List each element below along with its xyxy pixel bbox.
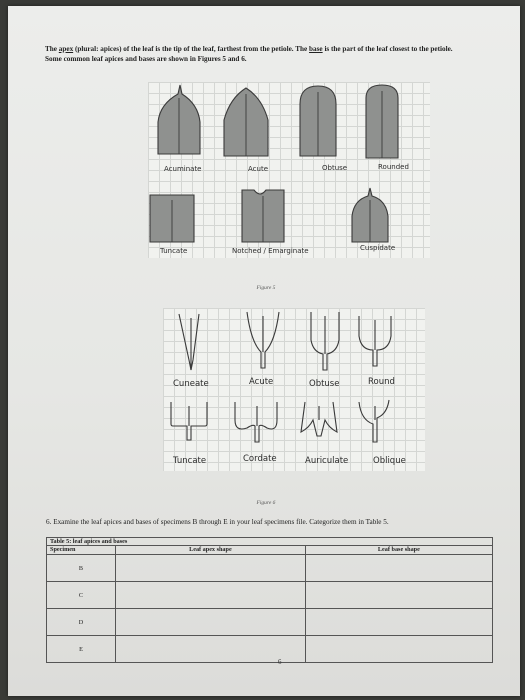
base-cell[interactable] [305, 636, 492, 663]
term-base: base [309, 45, 323, 53]
intro-line-2: Some common leaf apices and bases are shown in Figures 5 and 6. [45, 55, 247, 63]
intro-text: The apex (plural: apices) of the leaf is the tip of the leaf, farthest from the petiole. The base is the part of the leaf closest to the petiole. Some common leaf apices and bases are shown in Figures 5 and 6. [45, 45, 453, 63]
apex-cell[interactable] [116, 555, 306, 582]
base-cell[interactable] [305, 609, 492, 636]
specimen-label: C [47, 582, 116, 609]
term-apex: apex [58, 45, 74, 53]
label-cordate: Cordate [243, 454, 277, 464]
label-notched-emarginate: Notched / Emarginate [232, 247, 309, 255]
table-row [47, 582, 493, 609]
label-obtuse-base: Obtuse [309, 379, 340, 389]
apex-cell[interactable] [116, 609, 306, 636]
header-specimen: Specimen [47, 546, 116, 555]
label-round: Round [368, 377, 395, 387]
worksheet-page [8, 6, 520, 696]
specimen-label: D [47, 609, 116, 636]
specimen-label: B [47, 555, 116, 582]
table-5 [46, 537, 493, 663]
label-obtuse: Obtuse [322, 164, 348, 172]
figure-6-caption: Figure 6 [256, 500, 276, 506]
table-caption: Table 5: leaf apices and bases [47, 538, 493, 546]
specimen-label: E [47, 636, 116, 663]
question-6: 6. Examine the leaf apices and bases of specimens B through E in your leaf specimens file. Categorize them in Table 5. [46, 518, 389, 526]
label-oblique: Oblique [373, 456, 406, 466]
figure-6-drawings [163, 308, 425, 471]
label-auriculate: Auriculate [305, 456, 349, 466]
base-cordate [235, 402, 277, 442]
base-cuneate [179, 314, 199, 370]
apex-cell[interactable] [116, 636, 306, 663]
table-row [47, 555, 493, 582]
header-leaf-apex-shape: Leaf apex shape [116, 546, 306, 555]
header-leaf-base-shape: Leaf base shape [305, 546, 492, 555]
table-row [47, 609, 493, 636]
label-acute-base: Acute [249, 377, 274, 387]
label-acuminate: Acuminate [164, 165, 202, 173]
label-cuneate: Cuneate [173, 379, 209, 389]
figure-6-panel [163, 308, 425, 471]
label-cuspidate: Cuspidate [360, 244, 396, 252]
figure-5-panel [148, 82, 430, 258]
apex-cell[interactable] [116, 582, 306, 609]
page-number: 6 [278, 658, 282, 666]
label-rounded: Rounded [378, 163, 409, 171]
figure-5-caption: Figure 5 [256, 285, 276, 291]
table-row [47, 636, 493, 663]
base-cell[interactable] [305, 582, 492, 609]
label-tuncate: Tuncate [160, 247, 188, 255]
label-acute: Acute [248, 165, 269, 173]
base-oblique [359, 400, 389, 442]
base-cell[interactable] [305, 555, 492, 582]
label-tuncate-base: Tuncate [173, 456, 207, 466]
